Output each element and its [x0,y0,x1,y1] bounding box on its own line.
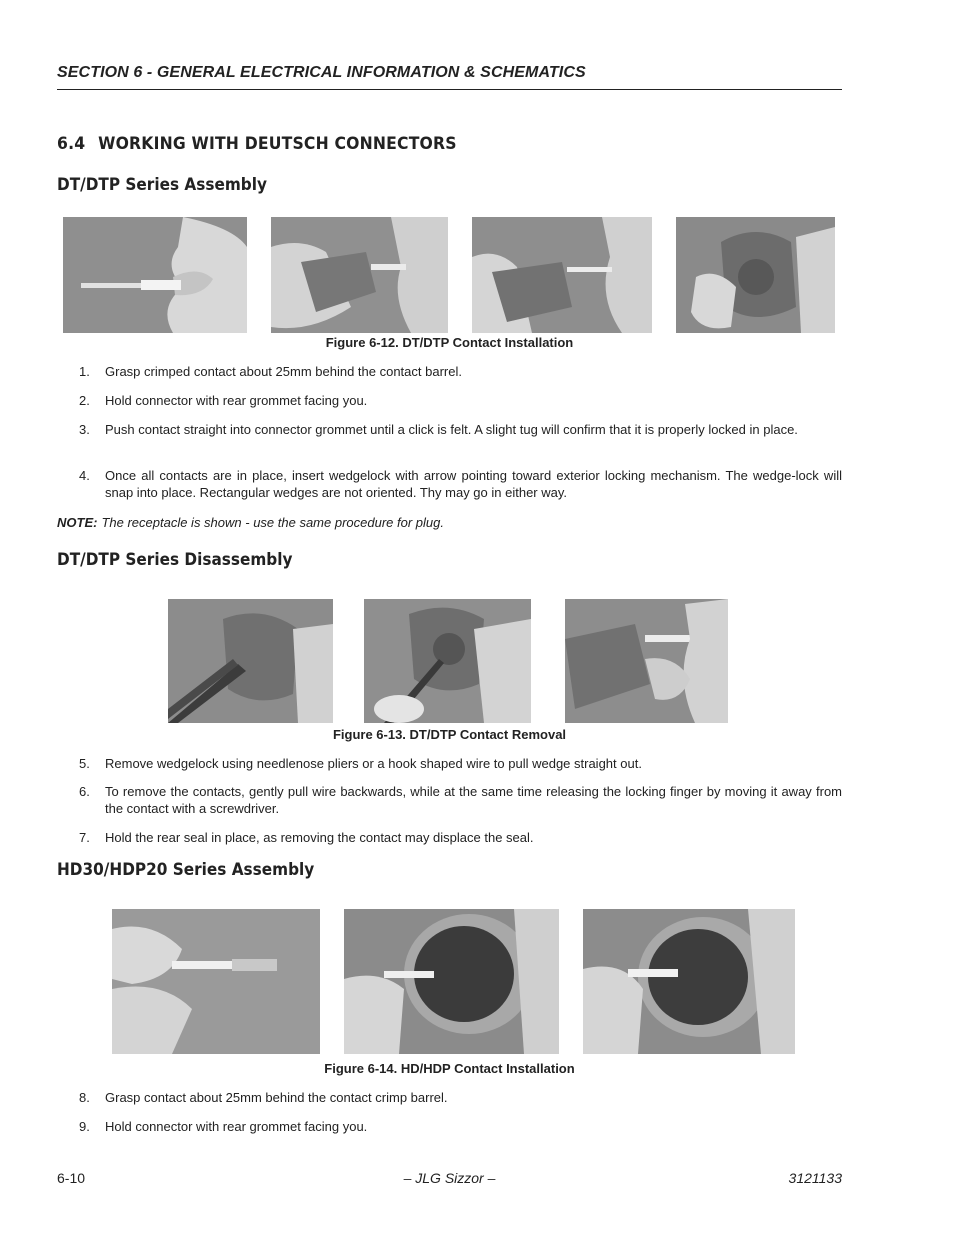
dt-disassembly-title: DT/DTP Series Disassembly [57,550,293,570]
photo-inserting-contact-dt [271,217,448,333]
section-header: SECTION 6 - GENERAL ELECTRICAL INFORMATION & SCHEMATICS [57,64,586,81]
dt-assembly-title: DT/DTP Series Assembly [57,175,267,195]
figure-caption-6-14: Figure 6-14. HD/HDP Contact Installation [324,1061,575,1076]
heading-number: 6.4 [57,134,86,154]
photo-hd-insert-contact [344,909,559,1054]
figure-caption-6-12: Figure 6-12. DT/DTP Contact Installation [325,335,574,350]
photo-wedgelock-insert [676,217,835,333]
photo-pliers-remove-wedgelock [168,599,333,723]
note-label: NOTE: [57,515,98,530]
step-8: 8. Grasp contact about 25mm behind the contact crimp barrel. [79,1090,448,1105]
footer-page-number: 6-10 [57,1170,86,1186]
footer-doc-number: 3121133 [788,1170,842,1186]
step-3: 3. Push contact straight into connector grommet until a click is felt. A slight tug will confirm that it is properly locked in place. [79,422,798,437]
photo-hd-contact-in-fingers [112,909,320,1054]
photo-crimped-contact-in-hand [63,217,247,333]
note-text: The receptacle is shown - use the same procedure for plug. [101,515,444,530]
footer-center: – JLG Sizzor – [403,1170,496,1186]
photo-pushing-contact-dt [472,217,652,333]
hd-assembly-title: HD30/HDP20 Series Assembly [57,860,315,880]
header-rule [57,89,842,90]
note [57,515,444,530]
step-1: 1. Grasp crimped contact about 25mm behind the contact barrel. [79,364,462,379]
step-9: 9. Hold connector with rear grommet facing you. [79,1119,368,1134]
photo-screwdriver-release [364,599,531,723]
step-7: 7. Hold the rear seal in place, as removing the contact may displace the seal. [79,830,534,845]
photo-hd-push-contact [583,909,795,1054]
step-2: 2. Hold connector with rear grommet facing you. [79,393,368,408]
step-5: 5. Remove wedgelock using needlenose pliers or a hook shaped wire to pull wedge straight out. [79,756,642,771]
figure-caption-6-13: Figure 6-13. DT/DTP Contact Removal [332,727,567,742]
photo-pull-wire-backwards [565,599,728,723]
step-4: 4. Once all contacts are in place, insert wedgelock with arrow pointing toward exterior locking mechanism. The wedge-lock will snap into place. Rectangular wedges are not oriented. Thy may go in either way. [79,468,842,500]
step-6: 6. To remove the contacts, gently pull wire backwards, while at the same time releasing the locking finger by moving it away from the contact with a screwdriver. [79,784,842,816]
heading-title: WORKING WITH DEUTSCH CONNECTORS [98,134,457,154]
main-heading [57,134,457,154]
